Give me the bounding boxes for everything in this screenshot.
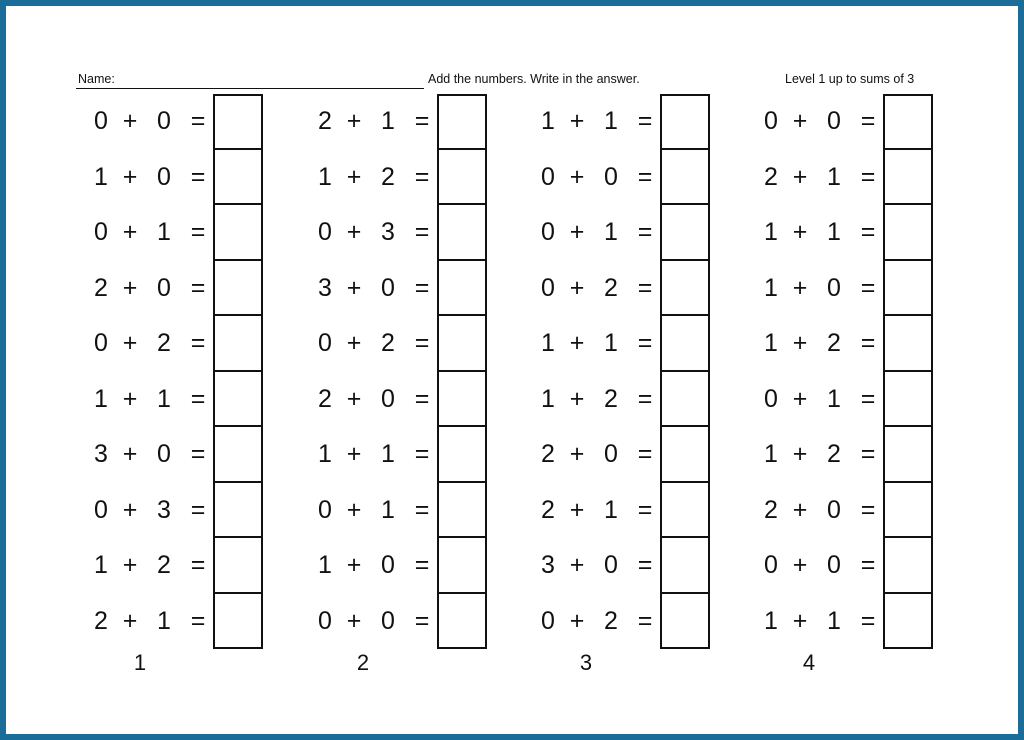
addend-b: 0 xyxy=(381,551,395,579)
plus-sign: + xyxy=(792,551,808,579)
plus-sign: + xyxy=(346,162,362,191)
answer-box[interactable] xyxy=(213,261,263,317)
addend-a: 0 xyxy=(94,218,108,246)
answer-box[interactable] xyxy=(883,261,933,317)
answer-box[interactable] xyxy=(437,538,487,594)
addend-a: 1 xyxy=(318,162,332,191)
equals-sign: = xyxy=(637,551,653,579)
answer-box[interactable] xyxy=(883,150,933,206)
problem-row xyxy=(310,261,540,317)
addend-b: 0 xyxy=(381,384,395,413)
plus-sign: + xyxy=(792,162,808,191)
equals-sign: = xyxy=(190,329,206,357)
addend-a: 0 xyxy=(541,218,555,246)
problem-row xyxy=(310,427,540,483)
plus-sign: + xyxy=(792,273,808,302)
problem-row xyxy=(310,538,540,594)
problem-row xyxy=(86,594,316,650)
equals-sign: = xyxy=(414,218,430,246)
problem-row xyxy=(86,261,316,317)
problem-row xyxy=(756,261,986,317)
addend-a: 0 xyxy=(764,384,778,413)
addend-a: 3 xyxy=(318,273,332,302)
answer-box[interactable] xyxy=(883,372,933,428)
plus-sign: + xyxy=(122,162,138,191)
addend-a: 0 xyxy=(318,606,332,635)
equals-sign: = xyxy=(190,551,206,579)
answer-box[interactable] xyxy=(213,150,263,206)
equals-sign: = xyxy=(860,273,876,302)
equals-sign: = xyxy=(414,440,430,468)
answer-box[interactable] xyxy=(213,94,263,150)
addend-a: 0 xyxy=(94,107,108,135)
problem-column-2 xyxy=(310,94,540,649)
problem-row xyxy=(86,538,316,594)
addend-a: 0 xyxy=(541,162,555,191)
problem-row xyxy=(86,94,316,150)
problem-row xyxy=(756,316,986,372)
addend-b: 1 xyxy=(381,107,395,135)
name-label: Name: xyxy=(78,72,115,86)
equals-sign: = xyxy=(860,162,876,191)
addend-b: 2 xyxy=(604,384,618,413)
addend-a: 1 xyxy=(94,551,108,579)
addend-b: 1 xyxy=(827,606,841,635)
addend-a: 2 xyxy=(764,162,778,191)
equals-sign: = xyxy=(190,440,206,468)
answer-box[interactable] xyxy=(213,538,263,594)
answer-box[interactable] xyxy=(437,372,487,428)
addend-b: 2 xyxy=(604,273,618,302)
answer-box[interactable] xyxy=(213,427,263,483)
plus-sign: + xyxy=(792,329,808,357)
addend-a: 0 xyxy=(764,551,778,579)
addend-b: 0 xyxy=(381,606,395,635)
addend-a: 1 xyxy=(318,440,332,468)
problem-column-4 xyxy=(756,94,986,649)
equals-sign: = xyxy=(860,440,876,468)
equals-sign: = xyxy=(637,273,653,302)
answer-box[interactable] xyxy=(437,261,487,317)
addend-b: 2 xyxy=(381,329,395,357)
plus-sign: + xyxy=(346,551,362,579)
plus-sign: + xyxy=(122,107,138,135)
plus-sign: + xyxy=(122,384,138,413)
answer-box[interactable] xyxy=(660,94,710,150)
addend-b: 1 xyxy=(157,384,171,413)
problem-row xyxy=(756,150,986,206)
addend-a: 1 xyxy=(541,329,555,357)
problem-row xyxy=(533,261,763,317)
addend-a: 2 xyxy=(318,384,332,413)
plus-sign: + xyxy=(346,495,362,524)
addend-a: 1 xyxy=(94,162,108,191)
problem-row xyxy=(533,316,763,372)
plus-sign: + xyxy=(792,606,808,635)
addend-a: 0 xyxy=(541,606,555,635)
equals-sign: = xyxy=(414,495,430,524)
column-number: 2 xyxy=(356,650,370,675)
equals-sign: = xyxy=(414,329,430,357)
addend-b: 1 xyxy=(157,606,171,635)
answer-box[interactable] xyxy=(437,316,487,372)
plus-sign: + xyxy=(569,162,585,191)
addend-b: 0 xyxy=(381,273,395,302)
plus-sign: + xyxy=(122,273,138,302)
instructions-text: Add the numbers. Write in the answer. xyxy=(428,72,640,86)
plus-sign: + xyxy=(122,606,138,635)
plus-sign: + xyxy=(569,551,585,579)
addend-b: 0 xyxy=(827,551,841,579)
answer-box[interactable] xyxy=(660,594,710,650)
equals-sign: = xyxy=(190,218,206,246)
equals-sign: = xyxy=(860,606,876,635)
problem-row xyxy=(756,594,986,650)
answer-box[interactable] xyxy=(883,205,933,261)
addend-b: 1 xyxy=(157,218,171,246)
addend-a: 1 xyxy=(764,606,778,635)
equals-sign: = xyxy=(860,218,876,246)
answer-box[interactable] xyxy=(883,427,933,483)
worksheet-header xyxy=(6,72,1024,92)
addend-b: 1 xyxy=(381,495,395,524)
equals-sign: = xyxy=(190,606,206,635)
addend-a: 1 xyxy=(764,440,778,468)
problem-row xyxy=(533,150,763,206)
answer-box[interactable] xyxy=(437,205,487,261)
plus-sign: + xyxy=(346,107,362,135)
addend-b: 0 xyxy=(827,107,841,135)
addend-a: 0 xyxy=(94,495,108,524)
equals-sign: = xyxy=(190,384,206,413)
addend-a: 0 xyxy=(318,218,332,246)
plus-sign: + xyxy=(569,440,585,468)
plus-sign: + xyxy=(792,218,808,246)
equals-sign: = xyxy=(860,107,876,135)
answer-box[interactable] xyxy=(437,427,487,483)
problem-row xyxy=(310,316,540,372)
addend-a: 0 xyxy=(541,273,555,302)
equals-sign: = xyxy=(414,606,430,635)
answer-box[interactable] xyxy=(660,316,710,372)
name-line[interactable] xyxy=(76,88,424,89)
equals-sign: = xyxy=(414,107,430,135)
addend-a: 2 xyxy=(764,495,778,524)
equals-sign: = xyxy=(637,162,653,191)
answer-box[interactable] xyxy=(213,316,263,372)
addend-b: 2 xyxy=(827,440,841,468)
addend-a: 1 xyxy=(318,551,332,579)
plus-sign: + xyxy=(569,218,585,246)
answer-box[interactable] xyxy=(660,427,710,483)
problem-row xyxy=(756,372,986,428)
equals-sign: = xyxy=(414,162,430,191)
plus-sign: + xyxy=(346,218,362,246)
plus-sign: + xyxy=(122,218,138,246)
column-number: 4 xyxy=(802,650,816,675)
addend-b: 1 xyxy=(604,107,618,135)
equals-sign: = xyxy=(414,551,430,579)
addend-a: 0 xyxy=(764,107,778,135)
addend-b: 1 xyxy=(827,162,841,191)
answer-box[interactable] xyxy=(437,594,487,650)
addend-a: 1 xyxy=(764,218,778,246)
problem-row xyxy=(533,372,763,428)
equals-sign: = xyxy=(414,384,430,413)
answer-box[interactable] xyxy=(660,150,710,206)
problem-row xyxy=(310,150,540,206)
addend-b: 2 xyxy=(157,551,171,579)
addend-a: 1 xyxy=(94,384,108,413)
problem-row xyxy=(310,205,540,261)
addend-a: 0 xyxy=(318,329,332,357)
addend-b: 0 xyxy=(157,107,171,135)
equals-sign: = xyxy=(190,107,206,135)
answer-box[interactable] xyxy=(883,316,933,372)
equals-sign: = xyxy=(637,329,653,357)
column-number: 1 xyxy=(133,650,147,675)
plus-sign: + xyxy=(569,273,585,302)
addend-a: 0 xyxy=(318,495,332,524)
addend-a: 2 xyxy=(94,273,108,302)
problem-column-3 xyxy=(533,94,763,649)
equals-sign: = xyxy=(637,218,653,246)
plus-sign: + xyxy=(569,606,585,635)
equals-sign: = xyxy=(860,329,876,357)
addend-b: 2 xyxy=(604,606,618,635)
column-number: 3 xyxy=(579,650,593,675)
plus-sign: + xyxy=(792,440,808,468)
addend-a: 1 xyxy=(541,384,555,413)
plus-sign: + xyxy=(122,495,138,524)
problem-row xyxy=(533,205,763,261)
plus-sign: + xyxy=(346,273,362,302)
addend-b: 0 xyxy=(827,495,841,524)
addend-a: 2 xyxy=(318,107,332,135)
addend-a: 1 xyxy=(764,273,778,302)
problem-row xyxy=(310,372,540,428)
plus-sign: + xyxy=(346,440,362,468)
plus-sign: + xyxy=(792,107,808,135)
addend-a: 3 xyxy=(541,551,555,579)
equals-sign: = xyxy=(414,273,430,302)
equals-sign: = xyxy=(860,551,876,579)
problem-row xyxy=(86,316,316,372)
answer-box[interactable] xyxy=(437,150,487,206)
problem-row xyxy=(533,538,763,594)
addend-b: 1 xyxy=(604,218,618,246)
answer-box[interactable] xyxy=(213,205,263,261)
problem-row xyxy=(756,94,986,150)
addend-b: 1 xyxy=(604,495,618,524)
plus-sign: + xyxy=(122,551,138,579)
addend-b: 0 xyxy=(827,273,841,302)
answer-box[interactable] xyxy=(437,94,487,150)
addend-b: 2 xyxy=(827,329,841,357)
addend-a: 3 xyxy=(94,440,108,468)
addend-b: 2 xyxy=(381,162,395,191)
equals-sign: = xyxy=(637,440,653,468)
addend-b: 0 xyxy=(604,440,618,468)
answer-box[interactable] xyxy=(660,261,710,317)
answer-box[interactable] xyxy=(883,483,933,539)
equals-sign: = xyxy=(190,495,206,524)
answer-box[interactable] xyxy=(213,483,263,539)
equals-sign: = xyxy=(637,384,653,413)
equals-sign: = xyxy=(637,606,653,635)
problem-row xyxy=(310,94,540,150)
addend-a: 0 xyxy=(94,329,108,357)
addend-b: 1 xyxy=(381,440,395,468)
addend-a: 2 xyxy=(541,440,555,468)
answer-box[interactable] xyxy=(660,372,710,428)
addend-b: 1 xyxy=(604,329,618,357)
plus-sign: + xyxy=(122,329,138,357)
problem-row xyxy=(756,427,986,483)
problem-row xyxy=(533,483,763,539)
answer-box[interactable] xyxy=(660,205,710,261)
equals-sign: = xyxy=(637,107,653,135)
problem-row xyxy=(756,483,986,539)
problem-row xyxy=(756,538,986,594)
addend-b: 0 xyxy=(157,440,171,468)
problem-row xyxy=(533,427,763,483)
addend-a: 2 xyxy=(541,495,555,524)
answer-box[interactable] xyxy=(437,483,487,539)
addend-b: 1 xyxy=(827,384,841,413)
addend-b: 0 xyxy=(604,551,618,579)
addend-b: 0 xyxy=(604,162,618,191)
equals-sign: = xyxy=(860,495,876,524)
answer-box[interactable] xyxy=(883,94,933,150)
problem-row xyxy=(310,483,540,539)
problem-row xyxy=(86,483,316,539)
addend-b: 0 xyxy=(157,162,171,191)
plus-sign: + xyxy=(346,329,362,357)
plus-sign: + xyxy=(346,384,362,413)
equals-sign: = xyxy=(190,273,206,302)
problem-column-1 xyxy=(86,94,316,649)
plus-sign: + xyxy=(346,606,362,635)
answer-box[interactable] xyxy=(883,538,933,594)
problem-row xyxy=(86,150,316,206)
problem-row xyxy=(533,594,763,650)
problem-row xyxy=(86,372,316,428)
addend-b: 0 xyxy=(157,273,171,302)
addend-b: 3 xyxy=(157,495,171,524)
answer-box[interactable] xyxy=(660,538,710,594)
addend-b: 1 xyxy=(827,218,841,246)
plus-sign: + xyxy=(569,495,585,524)
plus-sign: + xyxy=(792,495,808,524)
answer-box[interactable] xyxy=(213,594,263,650)
answer-box[interactable] xyxy=(213,372,263,428)
addend-a: 1 xyxy=(764,329,778,357)
addend-b: 3 xyxy=(381,218,395,246)
equals-sign: = xyxy=(190,162,206,191)
plus-sign: + xyxy=(569,384,585,413)
problem-row xyxy=(86,205,316,261)
problem-row xyxy=(310,594,540,650)
addend-a: 2 xyxy=(94,606,108,635)
problem-row xyxy=(533,94,763,150)
answer-box[interactable] xyxy=(883,594,933,650)
level-text: Level 1 up to sums of 3 xyxy=(785,72,915,86)
problem-row xyxy=(756,205,986,261)
addend-a: 1 xyxy=(541,107,555,135)
plus-sign: + xyxy=(569,329,585,357)
plus-sign: + xyxy=(569,107,585,135)
equals-sign: = xyxy=(637,495,653,524)
equals-sign: = xyxy=(860,384,876,413)
addend-b: 2 xyxy=(157,329,171,357)
answer-box[interactable] xyxy=(660,483,710,539)
plus-sign: + xyxy=(792,384,808,413)
plus-sign: + xyxy=(122,440,138,468)
problem-row xyxy=(86,427,316,483)
